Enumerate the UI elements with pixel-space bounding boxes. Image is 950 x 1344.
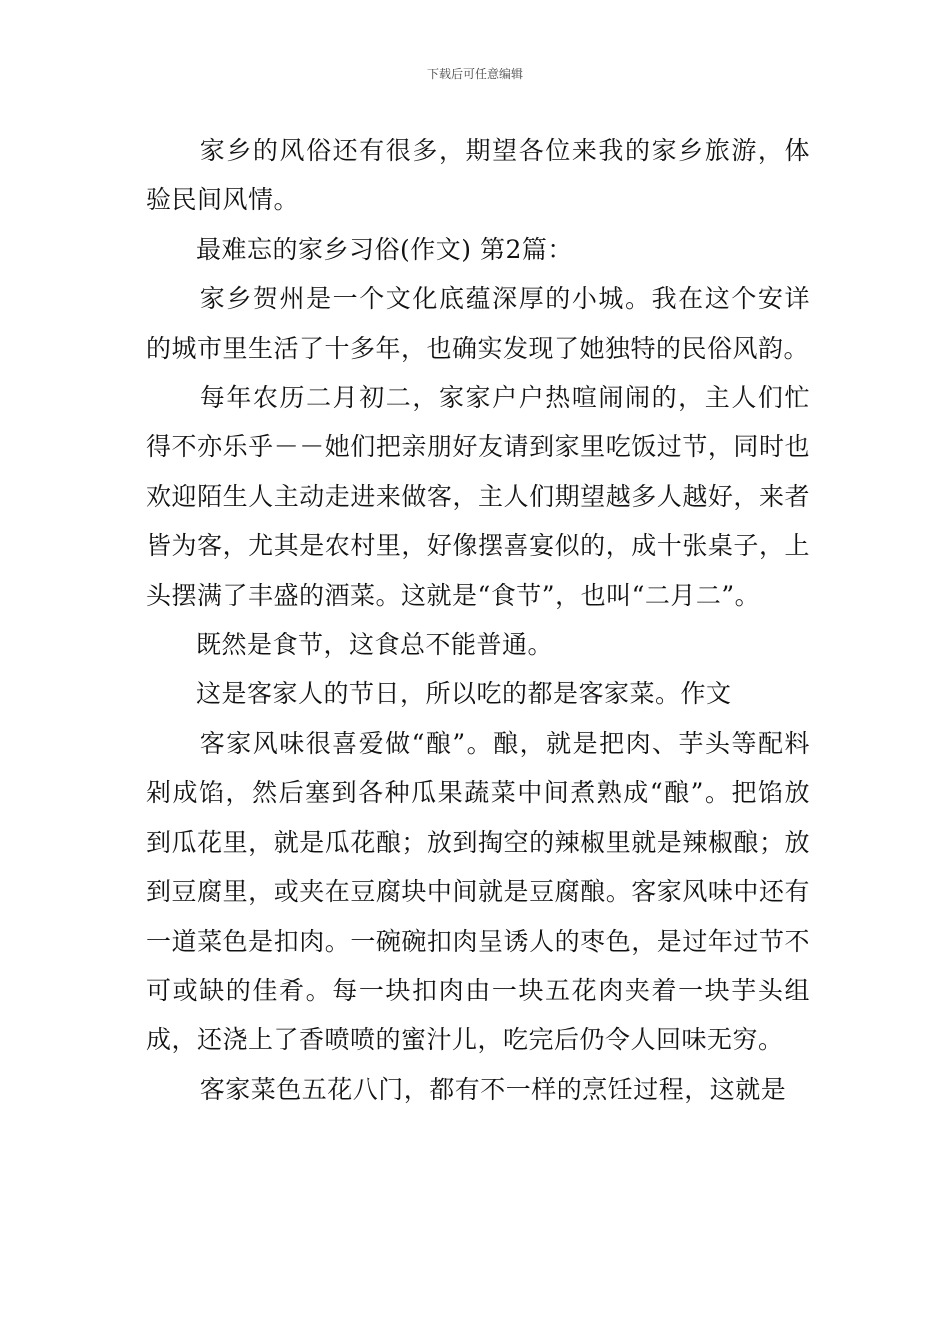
page-header: 下载后可任意编辑 — [426, 67, 523, 81]
section-heading: 最难忘的家乡习俗(作文) 第2篇： — [196, 234, 573, 264]
paragraph-food-note: 既然是食节，这食总不能普通。 — [196, 630, 554, 660]
document-body — [146, 126, 810, 1114]
paragraph-intro: 家乡贺州是一个文化底蕴深厚的小城。我在这个安详的城市里生活了十多年，也确实发现了她独特的民俗风韵。 — [146, 284, 810, 363]
paragraph-hakka: 这是客家人的节日，所以吃的都是客家菜。作文 — [196, 679, 732, 709]
paragraph-closing: 家乡的风俗还有很多，期望各位来我的家乡旅游，体验民间风情。 — [146, 136, 810, 215]
paragraph-dishes: 客家风味很喜爱做“酿”。酿，就是把肉、芋头等配料剁成馅，然后塞到各种瓜果蔬菜中间煮熟成“酿”。把馅放到瓜花里，就是瓜花酿；放到掏空的辣椒里就是辣椒酿；放到豆腐里，或夹在豆腐块中间就是豆腐酿。客家风味中还有一道菜色是扣肉。一碗碗扣肉呈诱人的枣色，是过年过节不可或缺的佳肴。每一块扣肉由一块五花肉夹着一块芋头组成，还浇上了香喷喷的蜜汁儿，吃完后仍令人回味无穷。 — [146, 728, 810, 1055]
paragraph-festival: 每年农历二月初二，家家户户热喧闹闹的，主人们忙得不亦乐乎－－她们把亲朋好友请到家里吃饭过节，同时也欢迎陌生人主动走进来做客，主人们期望越多人越好，来者皆为客，尤其是农村里，好像摆喜宴似的，成十张桌子，上头摆满了丰盛的酒菜。这就是“食节”，也叫“二月二”。 — [146, 383, 810, 610]
paragraph-continued: 客家菜色五花八门，都有不一样的烹饪过程，这就是 — [199, 1074, 787, 1104]
